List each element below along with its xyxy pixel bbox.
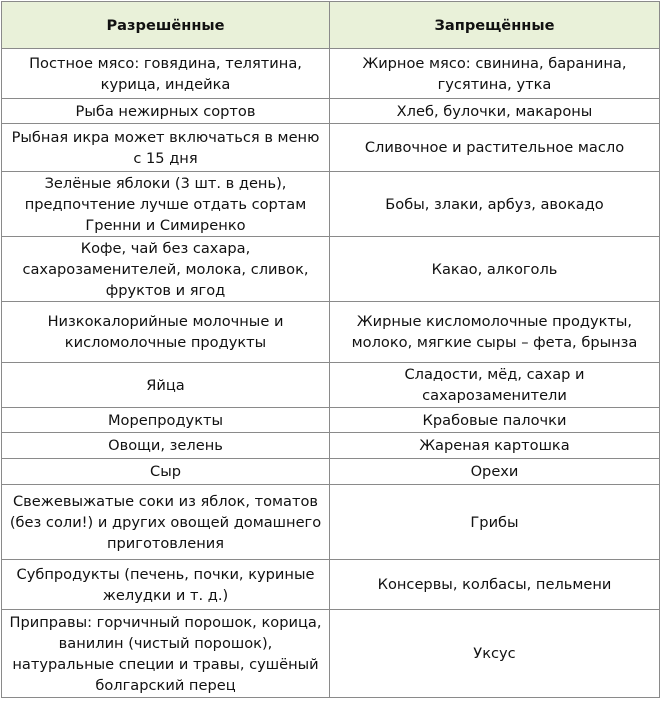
allowed-cell: Овощи, зелень xyxy=(2,433,330,459)
table-row xyxy=(2,302,660,363)
table-row xyxy=(2,237,660,302)
allowed-cell: Субпродукты (печень, почки, куриные желудки и т. д.) xyxy=(2,560,330,610)
forbidden-cell: Сладости, мёд, сахар и сахарозаменители xyxy=(330,363,660,408)
table-row xyxy=(2,433,660,459)
forbidden-cell: Сливочное и растительное масло xyxy=(330,124,660,172)
forbidden-cell: Жирные кисломолочные продукты, молоко, мягкие сыры – фета, брынза xyxy=(330,302,660,363)
header-forbidden: Запрещённые xyxy=(330,2,660,49)
allowed-cell: Яйца xyxy=(2,363,330,408)
allowed-cell: Свежевыжатые соки из яблок, томатов (без соли!) и других овощей домашнего приготовления xyxy=(2,485,330,560)
table-row xyxy=(2,172,660,237)
table-row xyxy=(2,408,660,433)
forbidden-cell: Грибы xyxy=(330,485,660,560)
allowed-cell: Зелёные яблоки (3 шт. в день), предпочтение лучше отдать сортам Гренни и Симиренко xyxy=(2,172,330,237)
table-row xyxy=(2,485,660,560)
forbidden-cell: Бобы, злаки, арбуз, авокадо xyxy=(330,172,660,237)
allowed-cell: Рыба нежирных сортов xyxy=(2,99,330,124)
table-header-row xyxy=(2,2,660,49)
forbidden-cell: Консервы, колбасы, пельмени xyxy=(330,560,660,610)
forbidden-cell: Хлеб, булочки, макароны xyxy=(330,99,660,124)
food-table xyxy=(1,1,660,698)
allowed-cell: Рыбная икра может включаться в меню с 15 дня xyxy=(2,124,330,172)
table-row xyxy=(2,610,660,698)
table-row xyxy=(2,363,660,408)
header-allowed: Разрешённые xyxy=(2,2,330,49)
forbidden-cell: Уксус xyxy=(330,610,660,698)
allowed-cell: Кофе, чай без сахара, сахарозаменителей, молока, сливок, фруктов и ягод xyxy=(2,237,330,302)
allowed-cell: Сыр xyxy=(2,459,330,485)
table-row xyxy=(2,49,660,99)
forbidden-cell: Жареная картошка xyxy=(330,433,660,459)
allowed-cell: Приправы: горчичный порошок, корица, ванилин (чистый порошок), натуральные специи и травы, сушёный болгарский перец xyxy=(2,610,330,698)
table-row xyxy=(2,459,660,485)
forbidden-cell: Орехи xyxy=(330,459,660,485)
table-row xyxy=(2,124,660,172)
forbidden-cell: Какао, алкоголь xyxy=(330,237,660,302)
allowed-cell: Постное мясо: говядина, телятина, курица, индейка xyxy=(2,49,330,99)
forbidden-cell: Жирное мясо: свинина, баранина, гусятина, утка xyxy=(330,49,660,99)
allowed-cell: Низкокалорийные молочные и кисломолочные продукты xyxy=(2,302,330,363)
table-row xyxy=(2,560,660,610)
table-row xyxy=(2,99,660,124)
allowed-cell: Морепродукты xyxy=(2,408,330,433)
forbidden-cell: Крабовые палочки xyxy=(330,408,660,433)
